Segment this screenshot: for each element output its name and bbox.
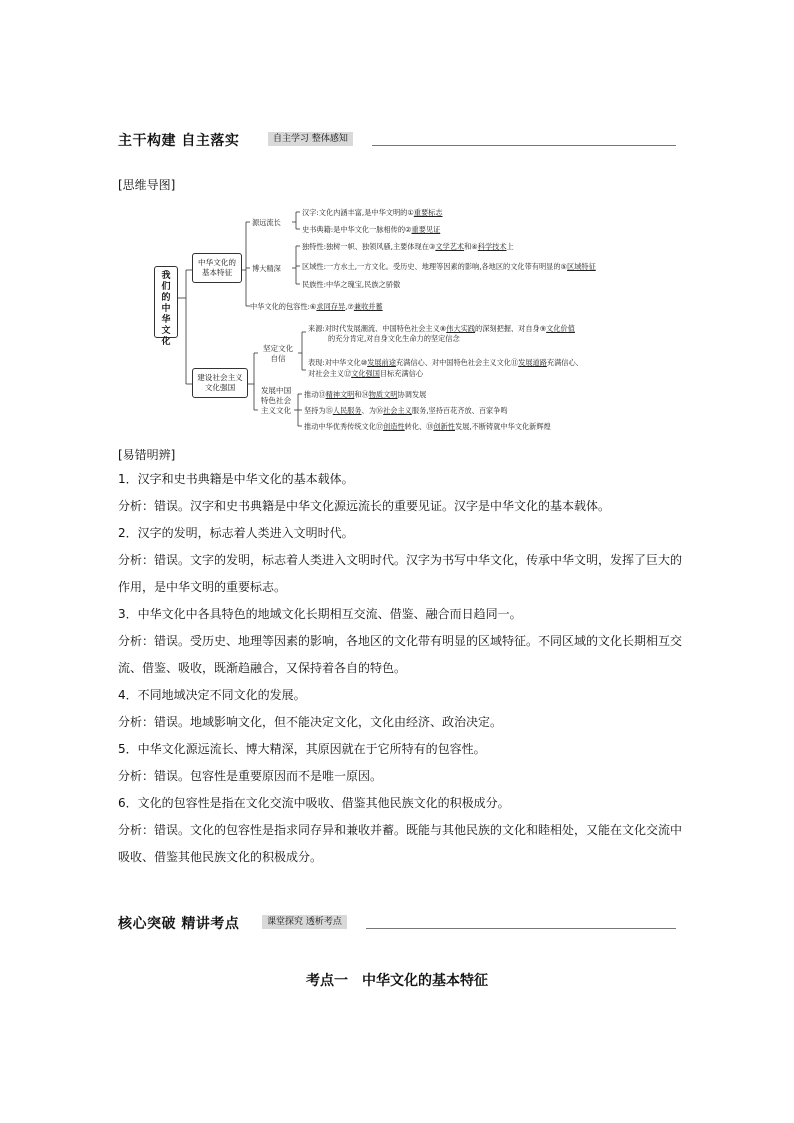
question-3: 3．中华文化中各具特色的地域文化长期相互交流、借鉴、融合而日趋同一。 bbox=[118, 607, 522, 621]
section-header-2 bbox=[118, 913, 676, 931]
line-laiyuan-2: 的充分肯定,对自身文化生命力的坚定信念 bbox=[328, 334, 460, 343]
line-biaoxian-1: 表现:对中华文化⑩发展前途充满信心、对中国特色社会主义文化⑪发展道路充满信心、 bbox=[308, 358, 583, 367]
answer-5: 分析：错误。包容性是重要原因而不是唯一原因。 bbox=[118, 769, 383, 783]
line-hanzi: 汉字:文化内涵丰富,是中华文明的①重要标志 bbox=[302, 208, 443, 217]
answer-6: 分析：错误。文化的包容性是指求同存异和兼收并蓄。既能与其他民族的文化和睦相处，又能在文化交流中吸收、借鉴其他民族文化的积极成分。 bbox=[118, 823, 683, 864]
question-2: 2．汉字的发明，标志着人类进入文明时代。 bbox=[118, 526, 354, 540]
yuanyuan-label: 源远流长 bbox=[252, 218, 281, 227]
answer-1: 分析：错误。汉字和史书典籍是中华文化源远流长的重要见证。汉字是中华文化的基本载体。 bbox=[118, 499, 611, 513]
question-6: 6．文化的包容性是指在文化交流中吸收、借鉴其他民族文化的积极成分。 bbox=[118, 796, 510, 810]
error-items bbox=[118, 466, 684, 871]
line-fazhan-1: 推动⑬精神文明和⑭物质文明协调发展 bbox=[304, 390, 427, 399]
section-rule bbox=[366, 928, 676, 929]
fazhan-label: 发展中国特色社会主义文化 bbox=[260, 386, 292, 415]
section-title: 主干构建 自主落实 bbox=[118, 133, 240, 149]
branch1-node bbox=[192, 253, 242, 283]
root-text: 我们的中华文化 bbox=[161, 271, 171, 347]
mindmap-label: [思维导图] bbox=[118, 178, 176, 192]
line-fazhan-3: 推动中华优秀传统文化⑰创造性转化、⑱创新性发展,不断铸就中华文化新辉煌 bbox=[304, 422, 551, 431]
line-minzu: 民族性:中华之瑰宝,民族之骄傲 bbox=[302, 280, 401, 289]
mindmap-connectors bbox=[150, 198, 690, 440]
branch1-text: 中华文化的基本特征 bbox=[198, 258, 236, 277]
section-title: 核心突破 精讲考点 bbox=[118, 916, 240, 932]
section-header-1 bbox=[118, 130, 676, 148]
line-laiyuan-1: 来源:对时代发展潮流、中国特色社会主义⑧伟大实践的深刻把握、对自身⑨文化价值 bbox=[308, 324, 575, 333]
errors-label: [易错明辨] bbox=[118, 448, 176, 462]
jiandingzixin-label: 坚定文化自信 bbox=[262, 344, 294, 363]
mind-map bbox=[150, 198, 690, 440]
line-quyu: 区域性:一方水土,一方文化。受历史、地理等因素的影响,各地区的文化带有明显的⑤区域特征 bbox=[302, 262, 596, 271]
kaodian-title: 考点一 中华文化的基本特征 bbox=[306, 973, 488, 989]
bodajing-label: 博大精深 bbox=[252, 264, 281, 273]
answer-2: 分析：错误。文字的发明，标志着人类进入文明时代。汉字为书写中华文化，传承中华文明，发挥了巨大的作用，是中华文明的重要标志。 bbox=[118, 553, 683, 594]
branch2-node bbox=[192, 368, 248, 398]
line-fazhan-2: 坚持为⑮人民服务、为⑯社会主义服务,坚持百花齐放、百家争鸣 bbox=[304, 406, 508, 415]
line-biaoxian-2: 对社会主义⑫文化强国目标充满信心 bbox=[308, 369, 424, 378]
question-4: 4．不同地域决定不同文化的发展。 bbox=[118, 688, 306, 702]
answer-3: 分析：错误。受历史、地理等因素的影响，各地区的文化带有明显的区域特征。不同区域的文化长期相互交流、借鉴、吸收，既渐趋融合，又保持着各自的特色。 bbox=[118, 634, 683, 675]
section-subtitle: 课堂探究 透析考点 bbox=[262, 915, 347, 929]
branch2-text: 建设社会主义文化强国 bbox=[197, 373, 243, 392]
line-baorong: 中华文化的包容性:⑥求同存异,⑦兼收并蓄 bbox=[250, 302, 383, 311]
line-shishu: 史书典籍:是中华文化一脉相传的②重要见证 bbox=[302, 225, 441, 234]
section-subtitle: 自主学习 整体感知 bbox=[268, 132, 353, 146]
root-node bbox=[154, 266, 178, 347]
question-1: 1．汉字和史书典籍是中华文化的基本载体。 bbox=[118, 472, 354, 486]
section-rule bbox=[372, 145, 676, 146]
question-5: 5．中华文化源远流长、博大精深，其原因就在于它所特有的包容性。 bbox=[118, 742, 486, 756]
answer-4: 分析：错误。地域影响文化，但不能决定文化，文化由经济、政治决定。 bbox=[118, 715, 503, 729]
line-dute: 独特性:独树一帜、独领风骚,主要体现在③文学艺术和④科学技术上 bbox=[302, 242, 514, 251]
